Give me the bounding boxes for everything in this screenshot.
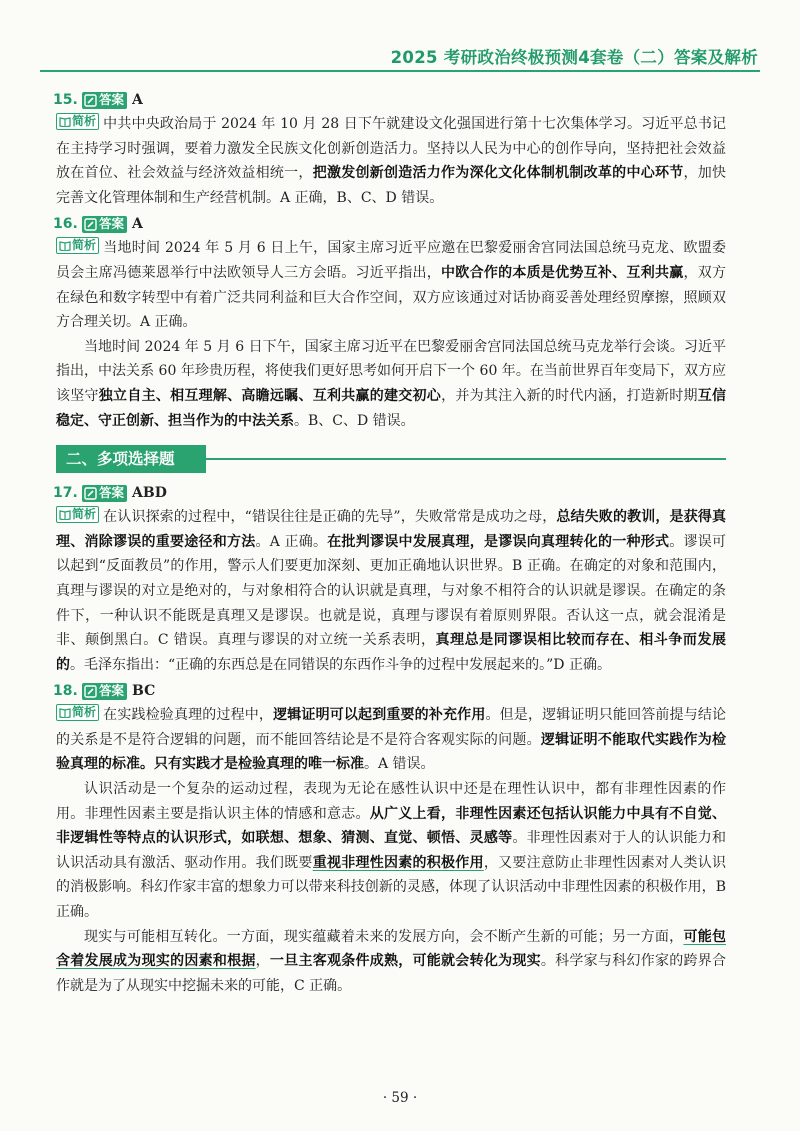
question-number: 16. (53, 216, 78, 233)
body-text: 。但是，逻辑证明只能回答前提与结论的关系是不是符合逻辑的问题，而不能回答结论是不是符合客观实际的问题。 (56, 707, 727, 748)
body-text: ，加快完善文化管理体制和生产经营机制。A 正确，B、C、D 错误。 (56, 165, 727, 206)
page-content (53, 86, 727, 998)
body-text: 。谬误可以起到“反面教员”的作用，警示人们要更加深刻、更加正确地认识世界。B 正确。在确定的对象和范围内，真理与谬误的对立是绝对的，与对象相符合的认识就是真理，与对象不相符合的认识就是谬误。在确定的条件下，一种认识不能既是真理又是谬误。也就是说，真理与谬误有着原则界限。否认这一点，就会混淆是非、颠倒黑白。C 错误。真理与谬误的对立统一关系表明， (56, 533, 727, 649)
answer-value: ABD (132, 484, 167, 501)
analysis-tag-label: 简析 (72, 507, 97, 522)
emphasis-text: 把激发创新创造活力作为深化文化体制机制改革的中心环节 (312, 165, 684, 182)
analysis-paragraph (56, 777, 726, 925)
section-header (56, 445, 726, 473)
book-icon (59, 509, 71, 520)
rich-text (56, 781, 726, 920)
answer-tag (82, 683, 127, 700)
emphasis-text: 总结失败的教训，是获得真理、消除谬误的重要途径和方法 (56, 509, 726, 550)
question-16 (53, 212, 727, 433)
answer-tag (82, 485, 127, 502)
pencil-icon (84, 218, 97, 231)
question-15 (53, 88, 727, 210)
analysis-paragraph (56, 925, 726, 999)
emphasis-text: 逻辑证明不能取代实践作为检验真理的标准。只有实践才是检验真理的唯一标准 (56, 731, 727, 773)
question-17 (53, 481, 727, 677)
body-text: 在认识探索的过程中，“错误往往是正确的先导”，失败常常是成功之母， (103, 509, 557, 526)
body-text: 当地时间 2024 年 5 月 6 日上午，国家主席习近平应邀在巴黎爱丽舍宫同法国总统马克龙、欧盟委员会主席冯德莱恩举行中法欧领导人三方会晤。习近平指出， (56, 240, 726, 281)
page-header (0, 0, 800, 78)
analysis-tag (56, 506, 99, 523)
emphasis-text: 可能包含着发展成为现实的因素和根据 (56, 928, 726, 970)
body-text: 中共中央政治局于 2024 年 10 月 28 日下午就建设文化强国进行第十七次集体学习。习近平总书记在主持学习时强调，要着力激发全民族文化创新创造活力。坚持以人民为中心的创作导向，坚持把社会效益放在首位、社会效益与经济效益相统一， (56, 116, 726, 182)
body-text: 。B、C、D 错误。 (294, 412, 415, 429)
body-text: 。非理性因素对于人的认识能力和认识活动具有激活、驱动作用。我们既要 (56, 830, 727, 871)
body-text: 当地时间 2024 年 5 月 6 日下午，国家主席习近平在巴黎爱丽舍宫同法国总统马克龙举行会谈。习近平指出，中法关系 60 年珍贵历程，将使我们更好思考如何开启下一个 60 年。在当前世界百年变局下，双方应该坚守 (56, 338, 726, 404)
emphasis-text: 独立自主、相互理解、高瞻远瞩、互利共赢的建交初心 (98, 387, 442, 404)
question-18 (53, 679, 727, 998)
analysis-tag-label: 简析 (72, 114, 97, 128)
answer-row (53, 679, 726, 703)
answer-value: A (132, 216, 143, 233)
emphasis-text: 在批判谬误中发展真理，是谬误向真理转化的一种形式 (327, 533, 670, 550)
analysis-paragraph (56, 703, 726, 777)
emphasis-text: 中欧合作的本质是优势互补、互利共赢 (441, 264, 684, 281)
answer-tag-label: 答案 (99, 216, 125, 232)
header-rule (40, 70, 760, 72)
body-text: 现实与可能相互转化。一方面，现实蕴藏着未来的发展方向，会不断产生新的可能；另一方面， (84, 928, 684, 945)
rich-text (56, 240, 726, 330)
emphasis-text: 一旦主客观条件成熟，可能就会转化为现实 (269, 953, 541, 970)
page-number: · 59 · (382, 1090, 418, 1106)
analysis-tag (56, 704, 99, 721)
header-title: 2025 考研政治终极预测4套卷（二）答案及解析 (390, 48, 758, 67)
answer-tag (82, 216, 127, 233)
pencil-icon (84, 685, 97, 698)
body-text: 在实践检验真理的过程中， (103, 707, 274, 724)
answer-tag-label: 答案 (99, 91, 125, 107)
answer-tag-label: 答案 (99, 484, 125, 500)
section-title: 二、多项选择题 (56, 445, 206, 473)
book-icon (59, 707, 71, 718)
analysis-tag (56, 113, 99, 130)
body-text: ，又要注意防止非理性因素对人类认识的消极影响。科幻作家丰富的想象力可以带来科技创新的灵感，体现了认识活动中非理性因素的积极作用，B 正确。 (56, 854, 727, 921)
rich-text (56, 929, 726, 994)
body-text: 。A 正确。 (255, 533, 328, 550)
body-text: ，并为其注入新的时代内涵，打造新时期 (441, 387, 698, 404)
body-text: 。科学家与科幻作家的跨界合作就是为了从现实中挖掘未来的可能，C 正确。 (56, 953, 727, 994)
answer-row (53, 212, 726, 236)
pencil-icon (84, 487, 97, 500)
emphasis-text: 重视非理性因素的积极作用 (312, 854, 484, 871)
section-rule (206, 458, 726, 460)
body-text: ， (255, 953, 270, 970)
question-number: 15. (53, 91, 78, 108)
emphasis-text: 从广义上看，非理性因素还包括认识能力中具有不自觉、非逻辑性等特点的认识形式，如联想、想象、猜测、直觉、顿悟、灵感等 (56, 805, 727, 847)
question-number: 17. (53, 484, 78, 501)
body-text: ，双方在绿色和数字转型中有着广泛共同利益和巨大合作空间，双方应该通过对话协商妥善处理经贸摩擦，照顾双方合理关切。A 正确。 (56, 264, 727, 331)
body-text: 。A 错误。 (364, 756, 435, 773)
book-icon (59, 240, 71, 251)
rich-text (56, 116, 726, 206)
analysis-paragraph (56, 236, 726, 334)
answer-tag (82, 92, 127, 109)
answer-value: A (132, 91, 143, 108)
body-text: 认识活动是一个复杂的运动过程，表现为无论在感性认识中还是在理性认识中，都有非理性因素的作用。非理性因素主要是指认识主体的情感和意志。 (56, 781, 726, 822)
answer-row (53, 88, 726, 112)
analysis-paragraph (56, 505, 726, 677)
rich-text (56, 509, 726, 673)
answer-value: BC (132, 682, 156, 699)
emphasis-text: 真理总是同谬误相比较而存在、相斗争而发展的 (56, 632, 726, 673)
answer-row (53, 481, 726, 505)
answer-tag-label: 答案 (99, 682, 125, 698)
analysis-tag-label: 简析 (72, 705, 97, 720)
book-icon (59, 116, 71, 127)
rich-text (56, 339, 726, 429)
analysis-paragraph (56, 335, 726, 433)
analysis-tag (56, 237, 99, 254)
rich-text (56, 707, 726, 772)
emphasis-text: 互信稳定、守正创新、担当作为的中法关系 (56, 387, 727, 429)
emphasis-text: 逻辑证明可以起到重要的补充作用 (273, 707, 486, 724)
analysis-paragraph (56, 112, 726, 210)
body-text: 。毛泽东指出：“正确的东西总是在同错误的东西作斗争的过程中发展起来的。”D 正确。 (70, 656, 611, 673)
question-number: 18. (53, 682, 78, 699)
pencil-icon (84, 94, 97, 107)
analysis-tag-label: 简析 (72, 238, 97, 253)
